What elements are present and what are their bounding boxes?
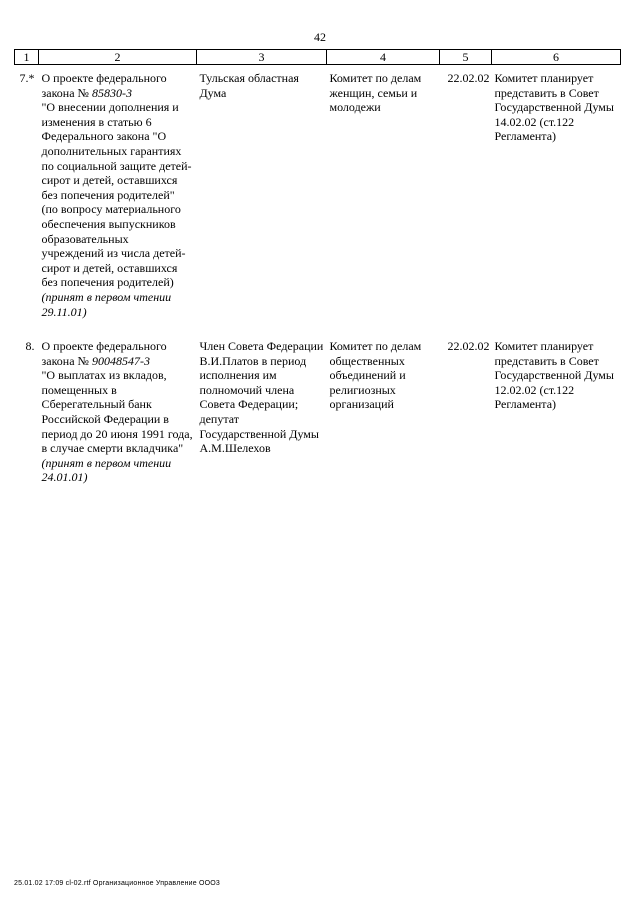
bill-title-cell [39, 65, 197, 320]
committee-cell: Комитет по делам общественных объединений и религиозных организаций [329, 339, 422, 412]
bill-number: 90048547-3 [91, 353, 150, 368]
table-row [15, 333, 621, 485]
plan-cell: Комитет планирует представить в Совет Государственной Думы 12.02.02 (ст.122 Регламента) [494, 339, 614, 412]
column-number-header-row [15, 50, 621, 65]
print-footer: 25.01.02 17:09 cl-02.rtf Организационное Управление ООО3 [14, 880, 221, 887]
bill-title-body: "О внесении дополнения и изменения в статью 6 Федерального закона "О дополнительных гарантиях по социальной защите детей-сирот и детей, оставшихся без попечения родителей" (по вопросу материального обеспечения выпускников образовательных учреждений из числа детей-сирот и детей, оставшихся без попечения родителей) [41, 100, 192, 290]
row-number: 7.* [19, 71, 35, 85]
bill-reading-status: (принят в первом чтении 29.11.01) [41, 289, 172, 319]
page-number: 42 [314, 30, 326, 44]
column-header-1: 1 [15, 50, 39, 65]
column-header-5: 5 [440, 50, 492, 65]
initiator-cell: Член Совета Федерации В.И.Платов в период исполнения им полномочий члена Совета Федерации; депутат Государственной Думы А.М.Шелехов [199, 339, 324, 456]
date-cell: 22.02.02 [447, 71, 490, 85]
bill-title-body: "О выплатах из вкладов, помещенных в Сберегательный банк Российской Федерации в период до 20 июня 1991 года, в случае смерти вкладчика" [41, 368, 193, 456]
bills-table [14, 49, 621, 485]
column-header-2: 2 [39, 50, 197, 65]
bill-title-cell [39, 333, 197, 485]
date-cell: 22.02.02 [447, 339, 490, 354]
initiator-cell: Тульская областная Дума [199, 71, 299, 100]
bill-reading-status: (принят в первом чтении 24.01.01) [41, 455, 172, 485]
committee-cell: Комитет по делам женщин, семьи и молодежи [329, 71, 422, 115]
bill-title-prefix: О проекте федерального закона № [41, 71, 167, 100]
bill-number: 85830-3 [91, 85, 132, 100]
plan-cell: Комитет планирует представить в Совет Государственной Думы 14.02.02 (ст.122 Регламента) [494, 71, 614, 144]
row-number: 8. [25, 339, 35, 354]
column-header-3: 3 [197, 50, 327, 65]
table-row [15, 65, 621, 320]
row-spacer [15, 319, 621, 333]
bill-title-prefix: О проекте федерального закона № [41, 339, 167, 368]
column-header-6: 6 [492, 50, 621, 65]
column-header-4: 4 [327, 50, 440, 65]
